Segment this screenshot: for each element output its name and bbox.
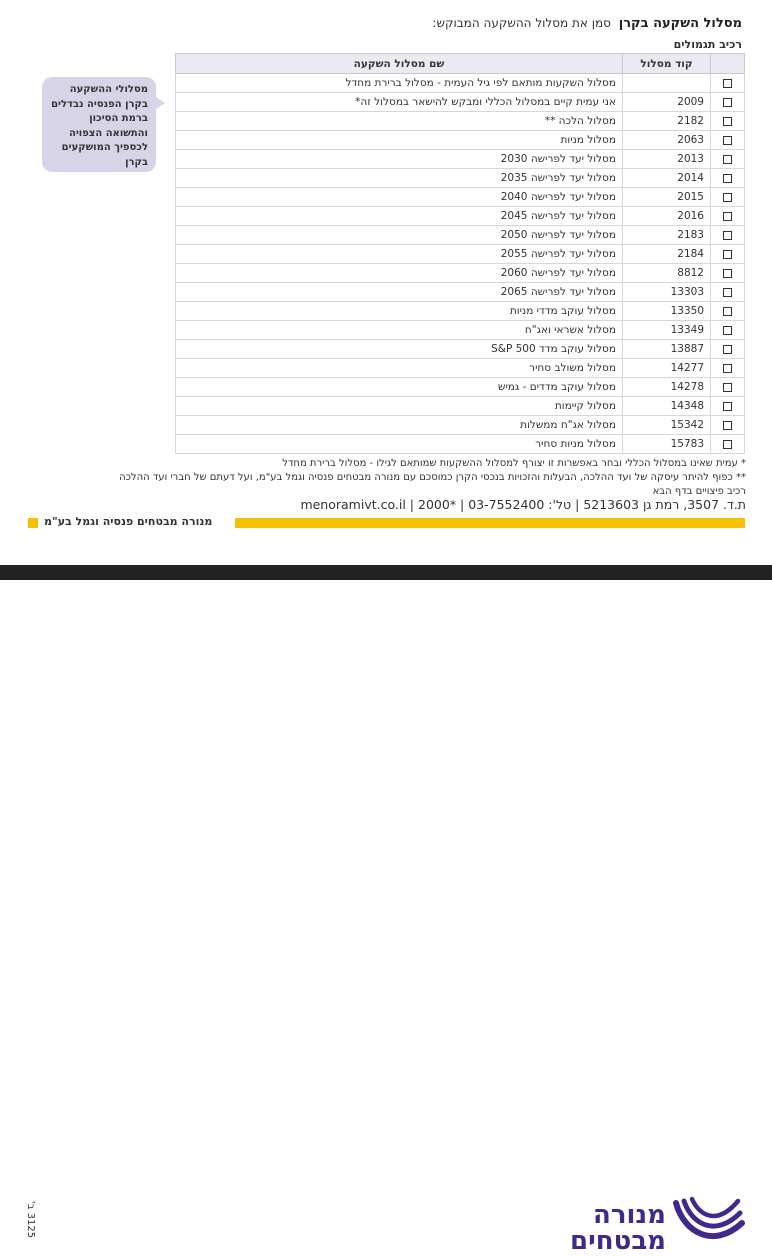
table-row [176, 283, 745, 302]
track-name: מסלול יעד לפרישה 2040 [176, 188, 623, 207]
track-code: 2063 [623, 131, 711, 150]
row-checkbox-cell [711, 93, 745, 112]
track-code: 13349 [623, 321, 711, 340]
table-row [176, 245, 745, 264]
track-checkbox[interactable] [723, 402, 732, 411]
footnote-2: ** כפוף להיתר עיסקה של ועד ההלכה, הבעלות והזכויות בנכסי הקרן כמוסכם עם מנורה מבטחים פנסיה וגמל בע"מ, ועל דעתם של חברי ועד ההלכה [119, 472, 746, 483]
track-code: 13303 [623, 283, 711, 302]
row-checkbox-cell [711, 74, 745, 93]
track-name: מסלול אג"ח ממשלות [176, 416, 623, 435]
table-row [176, 169, 745, 188]
table-row [176, 226, 745, 245]
track-code: 2015 [623, 188, 711, 207]
row-checkbox-cell [711, 283, 745, 302]
track-checkbox[interactable] [723, 117, 732, 126]
footnote-1: * עמית שאינו במסלול הכללי ובחר באפשרות זו יצורף למסלול ההשקעות שמותאם לגילו - מסלול ברירת מחדל [282, 458, 746, 469]
track-checkbox[interactable] [723, 383, 732, 392]
brand-bar-small [28, 518, 38, 528]
track-code: 14348 [623, 397, 711, 416]
row-checkbox-cell [711, 378, 745, 397]
track-name: מסלול יעד לפרישה 2030 [176, 150, 623, 169]
track-name: מסלול אשראי ואג"ח [176, 321, 623, 340]
track-code: 2183 [623, 226, 711, 245]
section-title-instructions: סמן את מסלול ההשקעה המבוקש: [432, 16, 611, 30]
track-checkbox[interactable] [723, 174, 732, 183]
row-checkbox-cell [711, 416, 745, 435]
track-name: מסלול קיימות [176, 397, 623, 416]
track-checkbox[interactable] [723, 307, 732, 316]
track-code: 2182 [623, 112, 711, 131]
table-row [176, 340, 745, 359]
row-checkbox-cell [711, 112, 745, 131]
track-checkbox[interactable] [723, 155, 732, 164]
track-code: 14277 [623, 359, 711, 378]
track-code: 15342 [623, 416, 711, 435]
row-checkbox-cell [711, 302, 745, 321]
row-checkbox-cell [711, 245, 745, 264]
menora-logo-icon [670, 1193, 746, 1251]
table-row [176, 93, 745, 112]
track-code: 2013 [623, 150, 711, 169]
section-subtitle: רכיב תגמולים [673, 38, 742, 51]
track-name: מסלול הלכה ** [176, 112, 623, 131]
row-checkbox-cell [711, 207, 745, 226]
form-code [26, 1200, 40, 1240]
track-checkbox[interactable] [723, 364, 732, 373]
track-name: מסלול יעד לפרישה 2060 [176, 264, 623, 283]
header-code: קוד מסלול [623, 54, 711, 74]
table-row [176, 207, 745, 226]
track-checkbox[interactable] [723, 136, 732, 145]
header-checkbox-column [711, 54, 745, 74]
track-code: 2184 [623, 245, 711, 264]
track-checkbox[interactable] [723, 250, 732, 259]
track-name: מסלול עוקב מדד S&P 500 [176, 340, 623, 359]
track-code: 8812 [623, 264, 711, 283]
track-code: 13350 [623, 302, 711, 321]
table-row [176, 378, 745, 397]
track-checkbox[interactable] [723, 231, 732, 240]
table-row [176, 112, 745, 131]
track-name: מסלול יעד לפרישה 2055 [176, 245, 623, 264]
table-header-row [176, 54, 745, 74]
track-name: מסלול יעד לפרישה 2045 [176, 207, 623, 226]
track-code [623, 74, 711, 93]
form-page [0, 0, 772, 565]
logo-line1: מנורה [592, 1200, 666, 1230]
row-checkbox-cell [711, 321, 745, 340]
row-checkbox-cell [711, 131, 745, 150]
table-row [176, 150, 745, 169]
track-checkbox[interactable] [723, 440, 732, 449]
header-name: שם מסלול השקעה [176, 54, 623, 74]
table-row [176, 435, 745, 454]
investment-tracks-table [175, 53, 745, 454]
track-checkbox[interactable] [723, 79, 732, 88]
table-row [176, 74, 745, 93]
track-name: מסלול השקעות מותאם לפי גיל העמית - מסלול ברירת מחדל [176, 74, 623, 93]
row-checkbox-cell [711, 435, 745, 454]
table-row [176, 416, 745, 435]
track-name: מסלול עוקב מדדי מניות [176, 302, 623, 321]
row-checkbox-cell [711, 397, 745, 416]
track-checkbox[interactable] [723, 212, 732, 221]
logo-wordmark [562, 1202, 666, 1254]
row-checkbox-cell [711, 226, 745, 245]
track-checkbox[interactable] [723, 98, 732, 107]
row-checkbox-cell [711, 150, 745, 169]
track-name: אני עמית קיים במסלול הכללי ומבקש להישאר במסלול זה* [176, 93, 623, 112]
track-code: 14278 [623, 378, 711, 397]
track-checkbox[interactable] [723, 326, 732, 335]
table-row [176, 264, 745, 283]
track-name: מסלול יעד לפרישה 2035 [176, 169, 623, 188]
track-code: 2009 [623, 93, 711, 112]
track-checkbox[interactable] [723, 288, 732, 297]
track-checkbox[interactable] [723, 421, 732, 430]
form-code-text: 3125 ב' [25, 1200, 37, 1239]
track-name: מסלול עוקב מדדים - גמיש [176, 378, 623, 397]
row-checkbox-cell [711, 188, 745, 207]
table-row [176, 397, 745, 416]
row-checkbox-cell [711, 359, 745, 378]
track-code: 2014 [623, 169, 711, 188]
track-name: מסלול משולב סחיר [176, 359, 623, 378]
company-name: מנורה מבטחים פנסיה וגמל בע"מ [44, 515, 213, 528]
track-code: 15783 [623, 435, 711, 454]
track-name: מסלול יעד לפרישה 2050 [176, 226, 623, 245]
footer-area [0, 580, 772, 1256]
track-code: 2016 [623, 207, 711, 226]
contact-line: ת.ד. 3507, רמת גן 5213603 | טל': 03-7552400 | *2000 | menoramivt.co.il [300, 497, 746, 512]
track-name: מסלול מניות [176, 131, 623, 150]
info-bubble: מסלולי ההשקעה בקרן הפנסיה נבדלים ברמת הסיכון והתשואה הצפויה לכספיך המושקעים בקרן [42, 77, 156, 172]
table-row [176, 188, 745, 207]
section-title-bold: מסלול השקעה בקרן [618, 16, 742, 31]
next-page-note: רכיב פיצויים בדף הבא [652, 486, 746, 497]
table-row [176, 302, 745, 321]
track-checkbox[interactable] [723, 345, 732, 354]
row-checkbox-cell [711, 169, 745, 188]
track-name: מסלול יעד לפרישה 2065 [176, 283, 623, 302]
section-title [432, 16, 742, 31]
brand-bar [235, 518, 745, 528]
track-checkbox[interactable] [723, 193, 732, 202]
track-name: מסלול מניות סחיר [176, 435, 623, 454]
page-separator [0, 565, 772, 580]
track-code: 13887 [623, 340, 711, 359]
table-row [176, 359, 745, 378]
table-row [176, 131, 745, 150]
logo-line2: מבטחים [570, 1226, 666, 1256]
track-checkbox[interactable] [723, 269, 732, 278]
row-checkbox-cell [711, 264, 745, 283]
table-row [176, 321, 745, 340]
row-checkbox-cell [711, 340, 745, 359]
